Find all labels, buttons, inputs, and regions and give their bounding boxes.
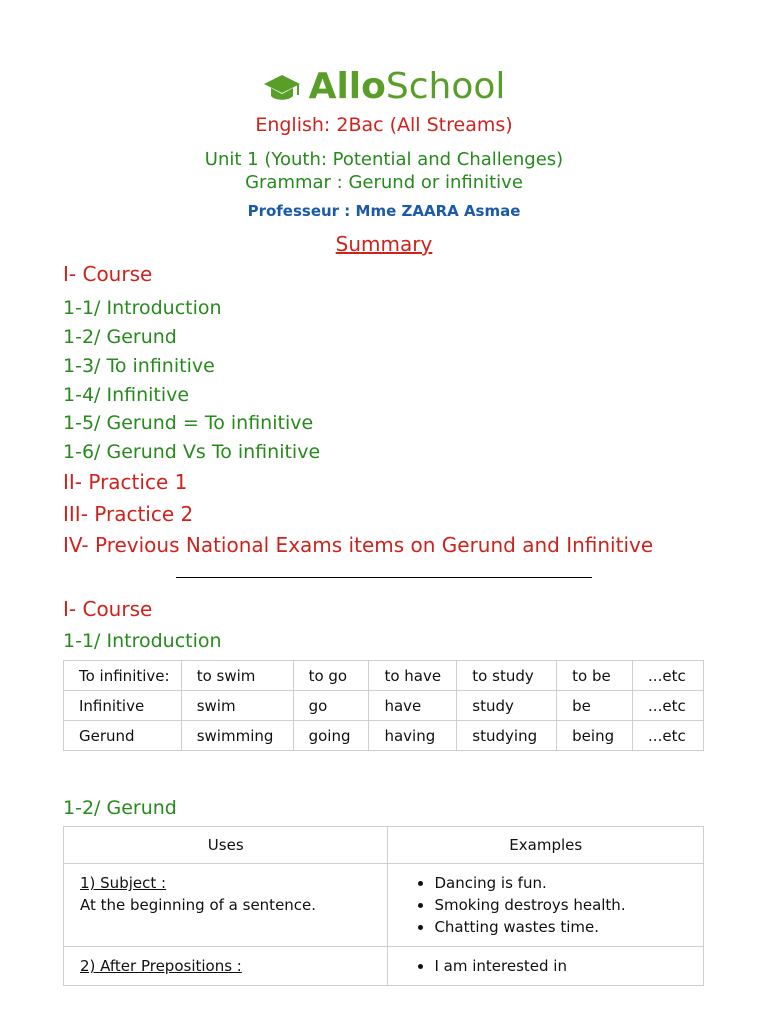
table-cell: be xyxy=(557,691,633,721)
intro-table xyxy=(63,660,704,751)
table-cell: to go xyxy=(293,661,369,691)
example-item: • Dancing is fun. xyxy=(434,872,687,894)
summary-heading: Summary xyxy=(335,232,433,256)
table-cell: having xyxy=(369,721,457,751)
table-cell: being xyxy=(557,721,633,751)
introduction-heading: 1-1/ Introduction xyxy=(63,630,222,652)
subject-title: English: 2Bac (All Streams) xyxy=(255,114,513,136)
summary-item-infinitive: 1-4/ Infinitive xyxy=(63,384,190,406)
table-cell: to swim xyxy=(181,661,293,691)
table-cell: going xyxy=(293,721,369,751)
summary-item-gerund: 1-2/ Gerund xyxy=(63,326,177,348)
divider-line xyxy=(176,577,592,578)
table-row xyxy=(64,691,704,721)
summary-item-gerund-equals-to-infinitive: 1-5/ Gerund = To infinitive xyxy=(63,412,314,434)
table-cell: have xyxy=(369,691,457,721)
example-item: • Smoking destroys health. xyxy=(434,894,687,916)
gerund-heading: 1-2/ Gerund xyxy=(63,797,177,819)
table-header-row xyxy=(64,827,704,864)
table-row xyxy=(64,721,704,751)
logo-text-bold: Allo xyxy=(308,66,386,107)
table-cell: to have xyxy=(369,661,457,691)
table-cell: swimming xyxy=(181,721,293,751)
logo-text xyxy=(309,66,506,108)
use-title: 1) Subject : xyxy=(80,874,167,892)
use-title: 2) After Prepositions : xyxy=(80,957,242,975)
use-cell xyxy=(64,864,388,947)
grammar-line: Grammar : Gerund or infinitive xyxy=(245,172,523,193)
graduation-cap-icon xyxy=(263,73,301,105)
table-cell: Infinitive xyxy=(64,691,182,721)
professor-line: Professeur : Mme ZAARA Asmae xyxy=(247,202,521,220)
table-cell: swim xyxy=(181,691,293,721)
summary-course: I- Course xyxy=(63,262,153,286)
summary-item-to-infinitive: 1-3/ To infinitive xyxy=(63,355,215,377)
column-header-examples: Examples xyxy=(388,827,704,864)
summary-practice-1: II- Practice 1 xyxy=(63,470,188,494)
table-row xyxy=(64,864,704,947)
summary-item-gerund-vs-to-infinitive: 1-6/ Gerund Vs To infinitive xyxy=(63,441,321,463)
table-cell: ...etc xyxy=(633,691,704,721)
table-cell: ...etc xyxy=(633,661,704,691)
gerund-table xyxy=(63,826,704,986)
examples-cell xyxy=(388,947,704,986)
examples-cell xyxy=(388,864,704,947)
use-cell xyxy=(64,947,388,986)
course-heading: I- Course xyxy=(63,597,153,621)
unit-line: Unit 1 (Youth: Potential and Challenges) xyxy=(204,149,564,170)
example-item: • I am interested in xyxy=(434,955,687,977)
table-cell: to be xyxy=(557,661,633,691)
table-cell: ...etc xyxy=(633,721,704,751)
table-row xyxy=(64,661,704,691)
table-cell: To infinitive: xyxy=(64,661,182,691)
unit-title xyxy=(0,148,768,194)
logo-text-regular: School xyxy=(385,66,506,107)
table-row xyxy=(64,947,704,986)
table-cell: Gerund xyxy=(64,721,182,751)
summary-item-introduction: 1-1/ Introduction xyxy=(63,297,222,319)
column-header-uses: Uses xyxy=(64,827,388,864)
alloschool-logo xyxy=(0,66,768,108)
table-cell: studying xyxy=(457,721,557,751)
use-description: At the beginning of a sentence. xyxy=(80,896,317,914)
table-cell: study xyxy=(457,691,557,721)
summary-practice-2: III- Practice 2 xyxy=(63,502,194,526)
example-item: • Chatting wastes time. xyxy=(434,916,687,938)
table-cell: to study xyxy=(457,661,557,691)
summary-exams: IV- Previous National Exams items on Gerund and Infinitive xyxy=(63,533,654,557)
table-cell: go xyxy=(293,691,369,721)
